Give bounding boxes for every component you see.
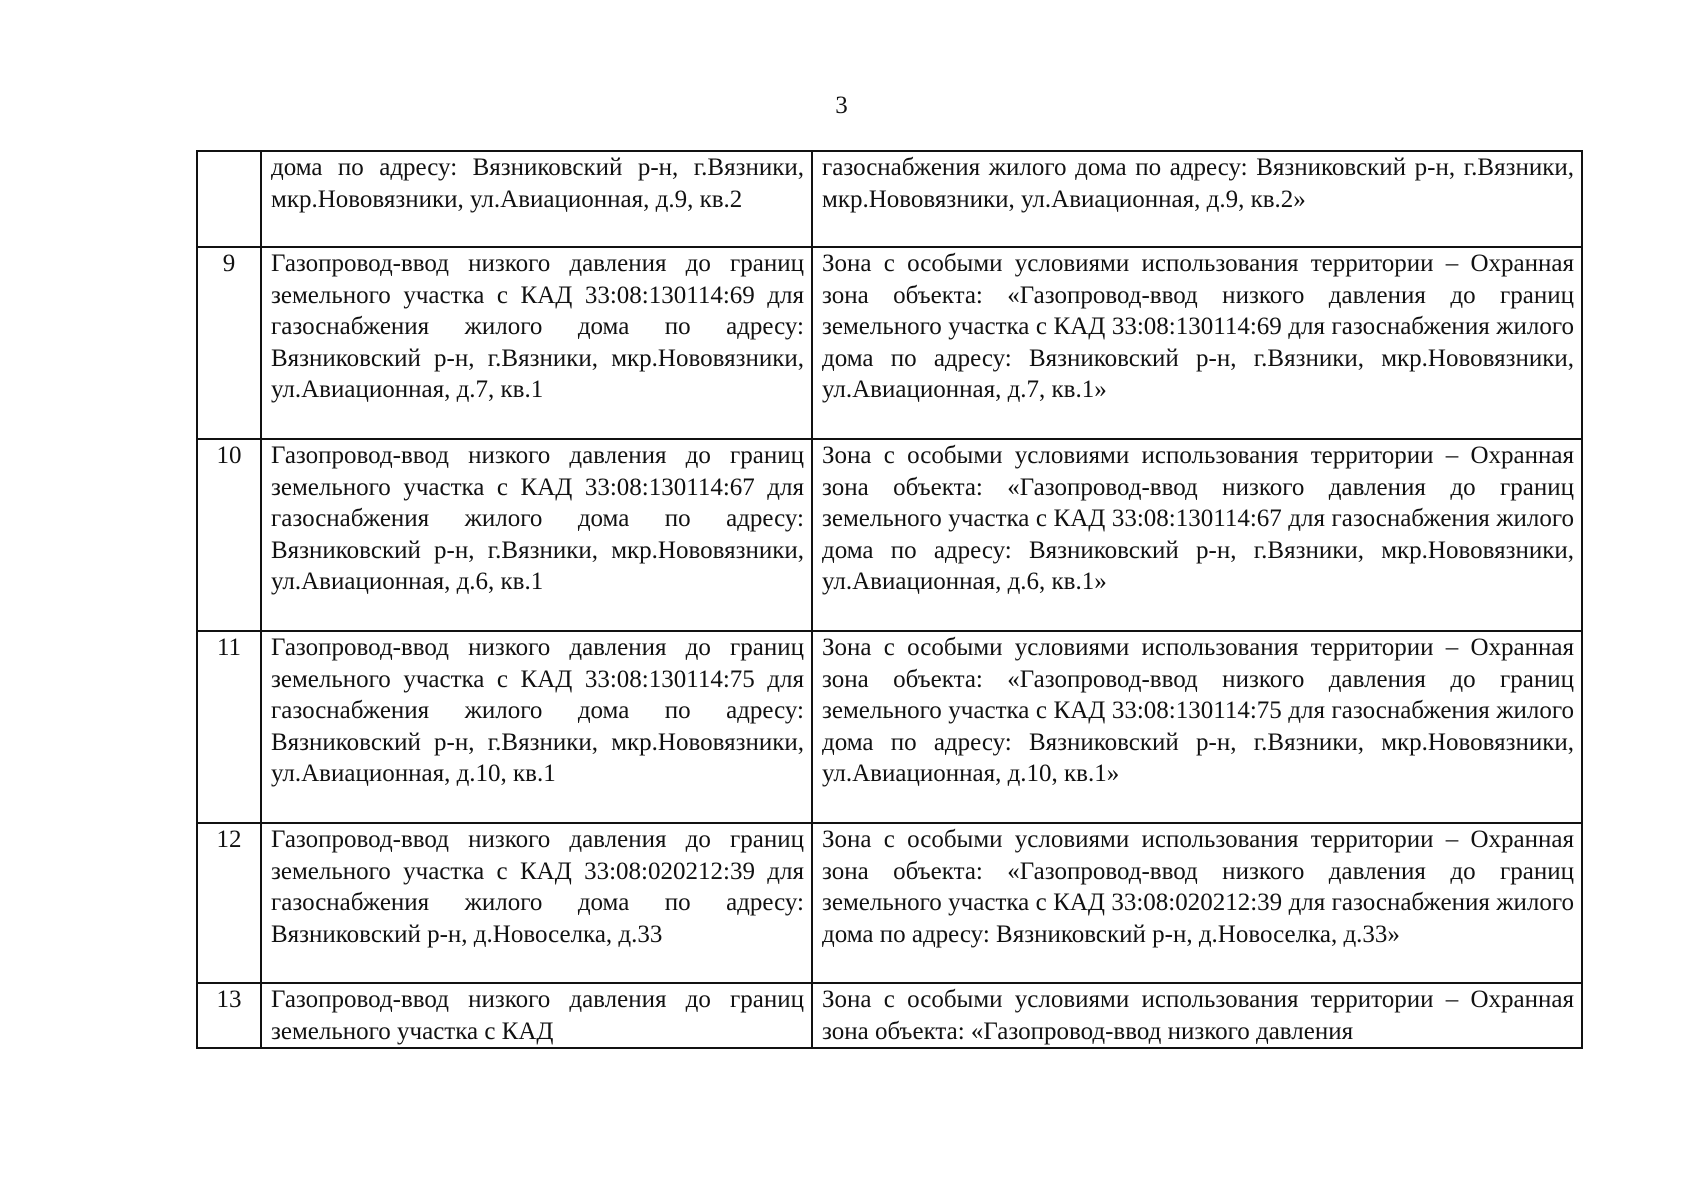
row-number-cell: 13 — [197, 983, 261, 1048]
objects-table — [196, 150, 1583, 1049]
zone-description-cell: Зона с особыми условиями использования территории – Охранная зона объекта: «Газопровод-ввод низкого давления до границ земельного участка с КАД 33:08:020212:39 для газоснабжения жилого дома по адресу: Вязниковский р-н, д.Новоселка, д.33» — [812, 823, 1582, 983]
object-name-cell: Газопровод-ввод низкого давления до границ земельного участка с КАД 33:08:130114:75 для газоснабжения жилого дома по адресу: Вязниковский р-н, г.Вязники, мкр.Нововязники, ул.Авиационная, д.10, кв.1 — [261, 631, 812, 823]
zone-description-cell: Зона с особыми условиями использования территории – Охранная зона объекта: «Газопровод-ввод низкого давления до границ земельного участка с КАД 33:08:130114:75 для газоснабжения жилого дома по адресу: Вязниковский р-н, г.Вязники, мкр.Нововязники, ул.Авиационная, д.10, кв.1» — [812, 631, 1582, 823]
table-row — [197, 439, 1582, 631]
object-name-cell: Газопровод-ввод низкого давления до границ земельного участка с КАД 33:08:130114:67 для газоснабжения жилого дома по адресу: Вязниковский р-н, г.Вязники, мкр.Нововязники, ул.Авиационная, д.6, кв.1 — [261, 439, 812, 631]
zone-description-cell: Зона с особыми условиями использования территории – Охранная зона объекта: «Газопровод-ввод низкого давления до границ земельного участка с КАД 33:08:130114:69 для газоснабжения жилого дома по адресу: Вязниковский р-н, г.Вязники, мкр.Нововязники, ул.Авиационная, д.7, кв.1» — [812, 247, 1582, 439]
table-row — [197, 247, 1582, 439]
table-row — [197, 151, 1582, 247]
table-row — [197, 631, 1582, 823]
object-name-cell: Газопровод-ввод низкого давления до границ земельного участка с КАД — [261, 983, 812, 1048]
object-name-cell: Газопровод-ввод низкого давления до границ земельного участка с КАД 33:08:020212:39 для газоснабжения жилого дома по адресу: Вязниковский р-н, д.Новоселка, д.33 — [261, 823, 812, 983]
row-number-cell: 9 — [197, 247, 261, 439]
row-number-cell — [197, 151, 261, 247]
table-row — [197, 983, 1582, 1048]
page-number: 3 — [835, 92, 848, 119]
zone-description-cell: Зона с особыми условиями использования территории – Охранная зона объекта: «Газопровод-ввод низкого давления до границ земельного участка с КАД 33:08:130114:67 для газоснабжения жилого дома по адресу: Вязниковский р-н, г.Вязники, мкр.Нововязники, ул.Авиационная, д.6, кв.1» — [812, 439, 1582, 631]
row-number-cell: 10 — [197, 439, 261, 631]
zone-description-cell: Зона с особыми условиями использования территории – Охранная зона объекта: «Газопровод-ввод низкого давления — [812, 983, 1582, 1048]
row-number-cell: 12 — [197, 823, 261, 983]
row-number-cell: 11 — [197, 631, 261, 823]
object-name-cell: Газопровод-ввод низкого давления до границ земельного участка с КАД 33:08:130114:69 для газоснабжения жилого дома по адресу: Вязниковский р-н, г.Вязники, мкр.Нововязники, ул.Авиационная, д.7, кв.1 — [261, 247, 812, 439]
table-row — [197, 823, 1582, 983]
zone-description-cell: газоснабжения жилого дома по адресу: Вязниковский р-н, г.Вязники, мкр.Нововязники, ул.Авиационная, д.9, кв.2» — [812, 151, 1582, 247]
object-name-cell: дома по адресу: Вязниковский р-н, г.Вязники, мкр.Нововязники, ул.Авиационная, д.9, кв.2 — [261, 151, 812, 247]
